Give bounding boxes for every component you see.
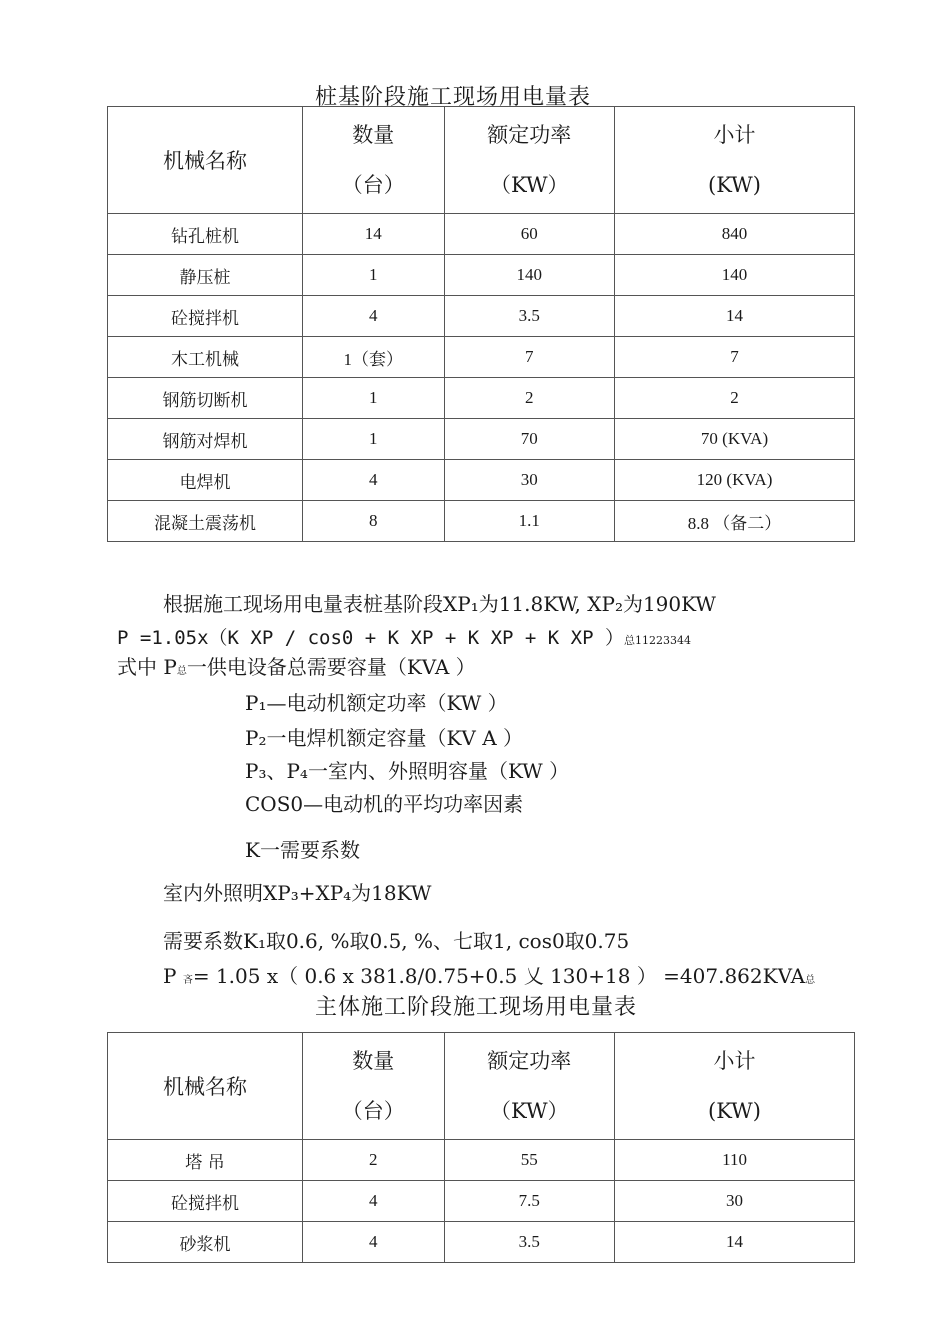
machine-name: 钻孔桩机 — [108, 214, 303, 255]
table-row — [108, 378, 855, 419]
table1-title: 桩基阶段施工现场用电量表 — [315, 85, 592, 110]
table-row — [108, 460, 855, 501]
quantity: 1 — [303, 255, 445, 296]
subtotal: 2 — [615, 378, 855, 419]
quantity: 14 — [303, 214, 445, 255]
definition-k: K一需要系数 — [245, 838, 360, 862]
machine-name: 钢筋切断机 — [108, 378, 303, 419]
rated-power: 140 — [444, 255, 614, 296]
quantity: 1 — [303, 378, 445, 419]
rated-power: 7.5 — [444, 1181, 614, 1222]
legend-p-definition: 一供电设备总需要容量（KVA ） — [186, 655, 476, 679]
main-stage-power-table — [107, 1032, 855, 1263]
subtotal: 110 — [615, 1140, 855, 1181]
power-formula-subscripts: 总11223344 — [624, 634, 691, 647]
rated-power: 7 — [444, 337, 614, 378]
header-quantity — [303, 107, 445, 214]
machine-name: 砼搅拌机 — [108, 296, 303, 337]
subtotal: 7 — [615, 337, 855, 378]
subtotal: 840 — [615, 214, 855, 255]
rated-power: 2 — [444, 378, 614, 419]
quantity: 4 — [303, 296, 445, 337]
header-quantity-unit: （台） — [341, 173, 405, 197]
header-rated-power-unit: （KW） — [490, 1099, 569, 1123]
subtotal: 140 — [615, 255, 855, 296]
header-rated-power-label: 额定功率 — [487, 123, 572, 147]
subtotal: 14 — [615, 296, 855, 337]
subtotal: 14 — [615, 1222, 855, 1263]
rated-power: 70 — [444, 419, 614, 460]
header-rated-power — [444, 107, 614, 214]
machine-name: 塔 吊 — [108, 1140, 303, 1181]
quantity: 1 — [303, 419, 445, 460]
machine-name: 砂浆机 — [108, 1222, 303, 1263]
table-row — [108, 1222, 855, 1263]
pile-stage-summary: 根据施工现场用电量表桩基阶段XP₁为11.8KW, XP₂为190KW — [163, 592, 716, 616]
machine-name: 混凝土震荡机 — [108, 501, 303, 542]
rated-power: 60 — [444, 214, 614, 255]
table-header-row — [108, 107, 855, 214]
demand-coefficients: 需要系数K₁取0.6, %取0.5, %、七取1, cos0取0.75 — [163, 929, 630, 953]
subtotal: 30 — [615, 1181, 855, 1222]
machine-name: 静压桩 — [108, 255, 303, 296]
quantity: 8 — [303, 501, 445, 542]
rated-power: 3.5 — [444, 1222, 614, 1263]
subtotal: 70 (KVA) — [615, 419, 855, 460]
definition-p1: P₁—电动机额定功率（KW ） — [245, 691, 508, 715]
table-row — [108, 296, 855, 337]
calc-result-subscript: 总 — [805, 975, 816, 986]
rated-power: 30 — [444, 460, 614, 501]
lighting-load: 室内外照明XP₃+XP₄为18KW — [163, 881, 432, 905]
header-subtotal-label: 小计 — [713, 1049, 756, 1073]
quantity: 4 — [303, 1181, 445, 1222]
subtotal: 120 (KVA) — [615, 460, 855, 501]
table-row — [108, 501, 855, 542]
header-subtotal-label: 小计 — [713, 123, 756, 147]
formula-legend-intro — [117, 651, 476, 680]
table2-title: 主体施工阶段施工现场用电量表 — [315, 995, 638, 1020]
subtotal: 8.8 （备二） — [615, 501, 855, 542]
table-row — [108, 1140, 855, 1181]
quantity: 4 — [303, 460, 445, 501]
definition-cos: COS0—电动机的平均功率因素 — [245, 792, 524, 816]
rated-power: 3.5 — [444, 296, 614, 337]
rated-power: 1.1 — [444, 501, 614, 542]
header-quantity-label: 数量 — [352, 123, 395, 147]
table-row — [108, 419, 855, 460]
machine-name: 钢筋对焊机 — [108, 419, 303, 460]
table-row — [108, 337, 855, 378]
header-quantity-unit: （台） — [341, 1099, 405, 1123]
pile-stage-power-table — [107, 106, 855, 542]
header-subtotal — [615, 1033, 855, 1140]
table-header-row — [108, 1033, 855, 1140]
definition-p2: P₂一电焊机额定容量（KV A ） — [245, 726, 524, 750]
header-machine-name: 机械名称 — [108, 107, 303, 214]
header-subtotal — [615, 107, 855, 214]
header-rated-power — [444, 1033, 614, 1140]
header-rated-power-label: 额定功率 — [487, 1049, 572, 1073]
rated-power: 55 — [444, 1140, 614, 1181]
machine-name: 砼搅拌机 — [108, 1181, 303, 1222]
header-rated-power-unit: （KW） — [490, 173, 569, 197]
quantity: 2 — [303, 1140, 445, 1181]
quantity: 4 — [303, 1222, 445, 1263]
table-row — [108, 255, 855, 296]
quantity: 1（套） — [303, 337, 445, 378]
machine-name: 木工机械 — [108, 337, 303, 378]
table-row — [108, 214, 855, 255]
calc-expression: = 1.05 x（ 0.6 x 381.8/0.75+0.5 乂 130+18 ） =407.862KVA — [192, 964, 806, 988]
definition-p3-p4: P₃、P₄一室内、外照明容量（KW ） — [245, 759, 570, 783]
machine-name: 电焊机 — [108, 460, 303, 501]
calc-p-subscript: 吝 — [182, 975, 193, 986]
header-quantity — [303, 1033, 445, 1140]
calc-p-symbol: P — [163, 964, 177, 988]
header-quantity-label: 数量 — [352, 1049, 395, 1073]
table-row — [108, 1181, 855, 1222]
power-formula — [117, 623, 691, 650]
power-formula-main: P =1.05x（K XP / cos0 + K XP + K XP + K XP ） — [117, 627, 624, 649]
legend-p-subscript: 总 — [176, 666, 187, 677]
header-subtotal-unit: (KW) — [708, 1099, 761, 1123]
legend-p-symbol: 式中 P — [117, 655, 177, 679]
header-machine-name: 机械名称 — [108, 1033, 303, 1140]
total-power-calculation — [163, 960, 815, 989]
header-subtotal-unit: (KW) — [708, 173, 761, 197]
